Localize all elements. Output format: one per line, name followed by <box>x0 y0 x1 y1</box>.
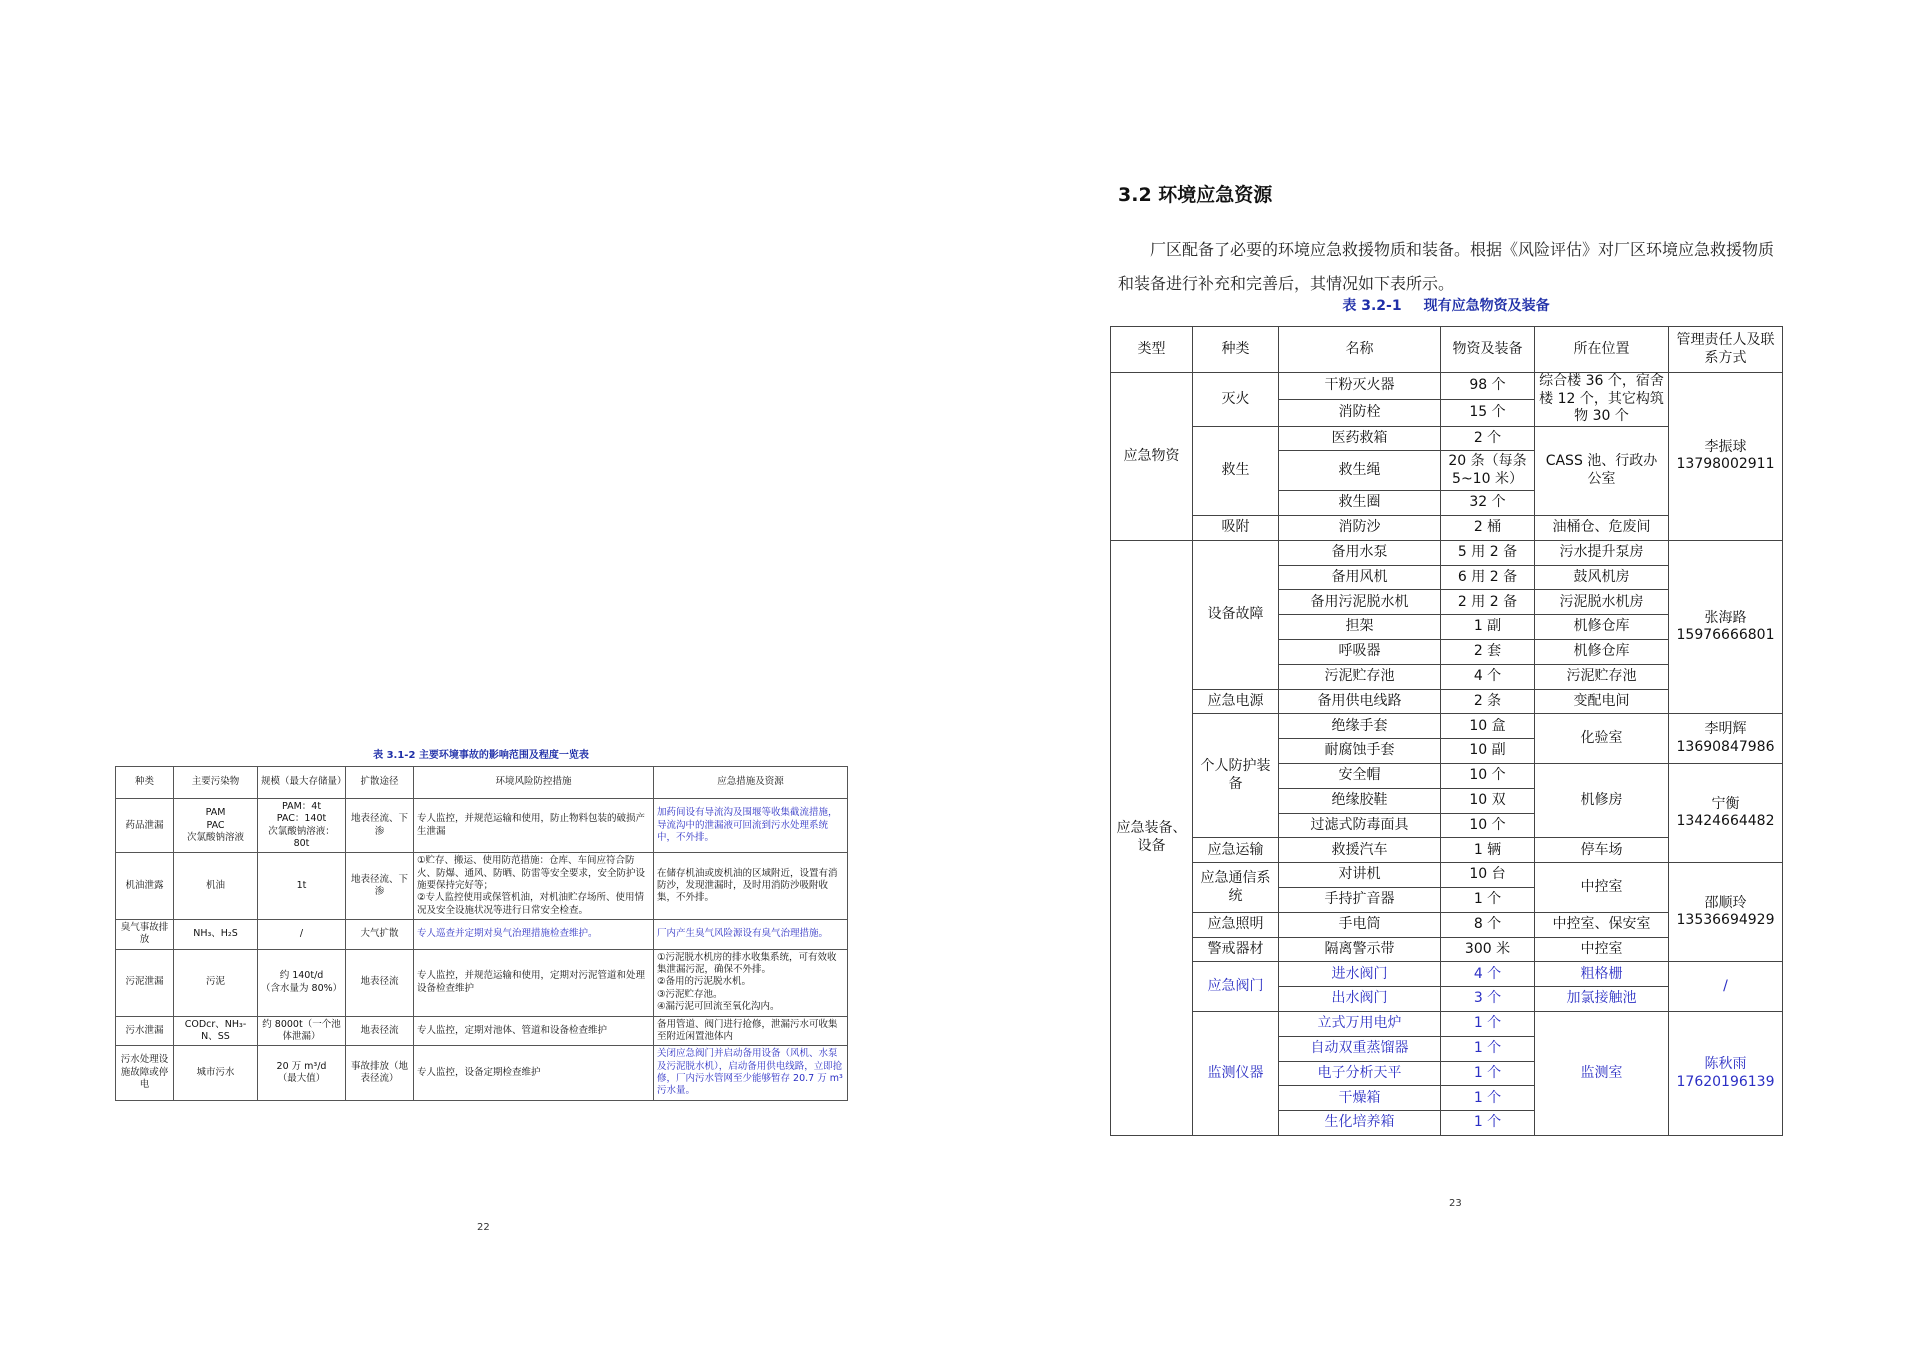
scale: 1t <box>258 853 346 920</box>
pollutant: NH₃、H₂S <box>174 920 258 950</box>
prevention-measure: 专人监控，设备定期检查维护 <box>414 1046 654 1100</box>
location-cell: 机修房 <box>1535 764 1669 838</box>
location-cell: 中控室、保安室 <box>1535 912 1669 937</box>
location-cell: 污水提升泵房 <box>1535 540 1669 565</box>
manager-phone: 15976666801 <box>1676 627 1775 644</box>
location-cell: 变配电间 <box>1535 689 1669 714</box>
table-header-row <box>116 767 848 799</box>
page-number-right: 23 <box>1449 1198 1462 1209</box>
item-qty: 15 个 <box>1441 399 1535 426</box>
kind-cell: 应急阀门 <box>1193 962 1279 1012</box>
pollutant: 城市污水 <box>174 1046 258 1100</box>
item-qty: 10 台 <box>1441 863 1535 888</box>
table-row <box>116 920 848 950</box>
item-qty: 5 用 2 备 <box>1441 540 1535 565</box>
item-name: 担架 <box>1279 615 1441 640</box>
incident-type: 机油泄露 <box>116 853 174 920</box>
diffusion-path: 地表径流、下渗 <box>346 853 414 920</box>
item-qty: 1 副 <box>1441 615 1535 640</box>
pollutant: 机油 <box>174 853 258 920</box>
kind-cell: 设备故障 <box>1193 540 1279 689</box>
item-name: 隔离警示带 <box>1279 937 1441 962</box>
emergency-response: 加药间设有导流沟及围堰等收集截流措施，导流沟中的泄漏液可回流到污水处理系统中，不外排。 <box>654 799 848 853</box>
location-cell: 污泥贮存池 <box>1535 664 1669 689</box>
environmental-incident-table <box>115 766 848 1101</box>
manager-name: 宁衡 <box>1711 795 1740 812</box>
kind-cell: 应急运输 <box>1193 838 1279 863</box>
scale: 20 万 m³/d （最大值） <box>258 1046 346 1100</box>
location-cell: 机修仓库 <box>1535 615 1669 640</box>
header-cell: 种类 <box>1193 327 1279 373</box>
item-qty: 10 副 <box>1441 739 1535 764</box>
item-qty: 8 个 <box>1441 912 1535 937</box>
item-qty: 10 双 <box>1441 788 1535 813</box>
header-cell: 类型 <box>1111 327 1193 373</box>
header-cell: 名称 <box>1279 327 1441 373</box>
item-qty: 2 个 <box>1441 426 1535 451</box>
table-row <box>116 799 848 853</box>
item-name: 医药救箱 <box>1279 426 1441 451</box>
item-name: 电子分析天平 <box>1279 1061 1441 1086</box>
item-qty: 10 个 <box>1441 813 1535 838</box>
item-qty: 3 个 <box>1441 987 1535 1012</box>
item-qty: 1 个 <box>1441 888 1535 913</box>
manager-name: 张海路 <box>1704 609 1747 626</box>
manager-cell <box>1669 863 1783 962</box>
location-cell: 综合楼 36 个，宿舍楼 12 个，其它构筑物 30 个 <box>1535 373 1669 427</box>
item-name: 生化培养箱 <box>1279 1111 1441 1136</box>
emergency-resources-table <box>1110 326 1783 1136</box>
item-qty: 1 个 <box>1441 1036 1535 1061</box>
manager-phone: 13424664482 <box>1676 813 1775 830</box>
emergency-response: ①污泥脱水机房的排水收集系统，可有效收集泄漏污泥，确保不外排。 ②备用的污泥脱水机。 ③污泥贮存池。 ④漏污泥可回流至氧化沟内。 <box>654 949 848 1016</box>
prevention-measure: ①贮存、搬运、使用防范措施：仓库、车间应符合防火、防爆、通风、防晒、防雷等安全要求，安全防护设施要保持完好等； ②专人监控使用或保管机油，对机油贮存场所、使用情况及安全设施状况等进行日常安全检查。 <box>414 853 654 920</box>
emergency-response: 备用管道、阀门进行抢修，泄漏污水可收集至附近闲置池体内 <box>654 1016 848 1046</box>
item-name: 自动双重蒸馏器 <box>1279 1036 1441 1061</box>
incident-type: 污水处理设施故障或停电 <box>116 1046 174 1100</box>
manager-phone: 17620196139 <box>1676 1073 1775 1090</box>
kind-cell: 灭火 <box>1193 373 1279 427</box>
item-name: 干粉灭火器 <box>1279 373 1441 400</box>
location-cell: 停车场 <box>1535 838 1669 863</box>
table-row <box>116 1016 848 1046</box>
incident-type: 污水泄漏 <box>116 1016 174 1046</box>
header-cell: 管理责任人及联系方式 <box>1669 327 1783 373</box>
item-qty: 2 用 2 备 <box>1441 590 1535 615</box>
pollutant: PAM PAC 次氯酸钠溶液 <box>174 799 258 853</box>
kind-cell: 个人防护装备 <box>1193 714 1279 838</box>
location-cell: 油桶仓、危废间 <box>1535 516 1669 541</box>
item-name: 备用风机 <box>1279 565 1441 590</box>
manager-cell: / <box>1669 962 1783 1012</box>
category-cell: 应急物资 <box>1111 373 1193 541</box>
scale: 约 140t/d （含水量为 80%） <box>258 949 346 1016</box>
diffusion-path: 大气扩散 <box>346 920 414 950</box>
prevention-measure: 专人监控，并规范运输和使用，定期对污泥管道和处理设备检查维护 <box>414 949 654 1016</box>
incident-type: 臭气事故排放 <box>116 920 174 950</box>
emergency-response: 在储存机油或废机油的区域附近，设置有消防沙，发现泄漏时，及时用消防沙吸附收集，不外排。 <box>654 853 848 920</box>
item-qty: 6 用 2 备 <box>1441 565 1535 590</box>
prevention-measure: 专人监控，定期对池体、管道和设备检查维护 <box>414 1016 654 1046</box>
item-qty: 1 辆 <box>1441 838 1535 863</box>
item-qty: 2 套 <box>1441 640 1535 665</box>
header-cell: 主要污染物 <box>174 767 258 799</box>
incident-type: 药品泄漏 <box>116 799 174 853</box>
manager-name: 李明辉 <box>1704 721 1747 738</box>
scale: PAM：4t PAC：140t 次氯酸钠溶液：80t <box>258 799 346 853</box>
item-qty: 4 个 <box>1441 962 1535 987</box>
location-cell: 粗格栅 <box>1535 962 1669 987</box>
category-cell: 应急装备、设备 <box>1111 540 1193 1135</box>
diffusion-path: 地表径流 <box>346 949 414 1016</box>
emergency-response: 关闭应急阀门并启动备用设备（风机、水泵及污泥脱水机），启动备用供电线路，立即抢修，厂内污水管网至少能够暂存 20.7 万 m³污水量。 <box>654 1046 848 1100</box>
item-qty: 1 个 <box>1441 1086 1535 1111</box>
table-row <box>116 853 848 920</box>
manager-cell <box>1669 373 1783 541</box>
manager-name: 李振球 <box>1704 438 1747 455</box>
item-qty: 4 个 <box>1441 664 1535 689</box>
manager-cell <box>1669 764 1783 863</box>
kind-cell: 警戒器材 <box>1193 937 1279 962</box>
manager-phone: 13536694929 <box>1676 912 1775 929</box>
scale: 约 8000t（一个池体泄漏） <box>258 1016 346 1046</box>
header-cell: 规模（最大存储量） <box>258 767 346 799</box>
table-header-row <box>1111 327 1783 373</box>
kind-cell: 救生 <box>1193 426 1279 516</box>
header-cell: 扩散途径 <box>346 767 414 799</box>
location-cell: 中控室 <box>1535 863 1669 913</box>
item-name: 手持扩音器 <box>1279 888 1441 913</box>
item-name: 进水阀门 <box>1279 962 1441 987</box>
item-qty: 32 个 <box>1441 491 1535 516</box>
item-name: 绝缘手套 <box>1279 714 1441 739</box>
item-name: 出水阀门 <box>1279 987 1441 1012</box>
item-name: 备用供电线路 <box>1279 689 1441 714</box>
section-title: 3.2 环境应急资源 <box>1118 184 1273 206</box>
item-qty: 1 个 <box>1441 1111 1535 1136</box>
location-cell: 污泥脱水机房 <box>1535 590 1669 615</box>
item-qty: 10 盒 <box>1441 714 1535 739</box>
item-name: 手电筒 <box>1279 912 1441 937</box>
pollutant: CODcr、NH₃-N、SS <box>174 1016 258 1046</box>
item-name: 救生绳 <box>1279 451 1441 491</box>
item-name: 消防栓 <box>1279 399 1441 426</box>
emergency-response: 厂内产生臭气风险源设有臭气治理措施。 <box>654 920 848 950</box>
scale: / <box>258 920 346 950</box>
header-cell: 应急措施及资源 <box>654 767 848 799</box>
table-row <box>1111 714 1783 739</box>
manager-cell <box>1669 1012 1783 1136</box>
table-row <box>1111 1012 1783 1037</box>
item-name: 消防沙 <box>1279 516 1441 541</box>
diffusion-path: 地表径流 <box>346 1016 414 1046</box>
kind-cell: 应急照明 <box>1193 912 1279 937</box>
kind-cell: 监测仪器 <box>1193 1012 1279 1136</box>
item-name: 备用污泥脱水机 <box>1279 590 1441 615</box>
manager-phone: 13798002911 <box>1676 456 1775 473</box>
manager-cell <box>1669 540 1783 714</box>
table-row <box>1111 373 1783 400</box>
prevention-measure: 专人巡查并定期对臭气治理措施检查维护。 <box>414 920 654 950</box>
caption-text: 现有应急物资及装备 <box>1423 298 1550 314</box>
page-number-left: 22 <box>477 1222 490 1233</box>
location-cell: CASS 池、行政办公室 <box>1535 426 1669 516</box>
item-qty: 20 条（每条 5~10 米） <box>1441 451 1535 491</box>
item-name: 过滤式防毒面具 <box>1279 813 1441 838</box>
item-qty: 10 个 <box>1441 764 1535 789</box>
diffusion-path: 地表径流、下渗 <box>346 799 414 853</box>
prevention-measure: 专人监控，并规范运输和使用，防止物料包装的破损产生泄漏 <box>414 799 654 853</box>
table-row <box>1111 540 1783 565</box>
manager-name: 陈秋雨 <box>1704 1056 1747 1073</box>
item-name: 救生圈 <box>1279 491 1441 516</box>
intro-paragraph: 厂区配备了必要的环境应急救援物质和装备。根据《风险评估》对厂区环境应急救援物质和装备进行补充和完善后，其情况如下表所示。 <box>1118 240 1775 293</box>
item-qty: 98 个 <box>1441 373 1535 400</box>
right-table-caption <box>1110 295 1782 315</box>
location-cell: 中控室 <box>1535 937 1669 962</box>
item-name: 绝缘胶鞋 <box>1279 788 1441 813</box>
table-row <box>1111 863 1783 888</box>
item-qty: 1 个 <box>1441 1012 1535 1037</box>
header-cell: 环境风险防控措施 <box>414 767 654 799</box>
kind-cell: 吸附 <box>1193 516 1279 541</box>
manager-phone: 13690847986 <box>1676 738 1775 755</box>
item-name: 耐腐蚀手套 <box>1279 739 1441 764</box>
location-cell: 化验室 <box>1535 714 1669 764</box>
manager-name: 邵顺玲 <box>1704 894 1747 911</box>
item-name: 干燥箱 <box>1279 1086 1441 1111</box>
kind-cell: 应急电源 <box>1193 689 1279 714</box>
header-cell: 物资及装备 <box>1441 327 1535 373</box>
item-name: 对讲机 <box>1279 863 1441 888</box>
item-name: 救援汽车 <box>1279 838 1441 863</box>
item-name: 备用水泵 <box>1279 540 1441 565</box>
item-name: 立式万用电炉 <box>1279 1012 1441 1037</box>
header-cell: 所在位置 <box>1535 327 1669 373</box>
location-cell: 加氯接触池 <box>1535 987 1669 1012</box>
pollutant: 污泥 <box>174 949 258 1016</box>
item-qty: 2 条 <box>1441 689 1535 714</box>
kind-cell: 应急通信系统 <box>1193 863 1279 913</box>
location-cell: 鼓风机房 <box>1535 565 1669 590</box>
location-cell: 监测室 <box>1535 1012 1669 1136</box>
incident-type: 污泥泄漏 <box>116 949 174 1016</box>
caption-number: 表 3.2-1 <box>1342 298 1402 314</box>
item-name: 呼吸器 <box>1279 640 1441 665</box>
item-qty: 1 个 <box>1441 1061 1535 1086</box>
location-cell: 机修仓库 <box>1535 640 1669 665</box>
manager-cell <box>1669 714 1783 764</box>
item-name: 安全帽 <box>1279 764 1441 789</box>
table-row <box>116 949 848 1016</box>
table-row <box>1111 962 1783 987</box>
diffusion-path: 事故排放（地表径流） <box>346 1046 414 1100</box>
item-name: 污泥贮存池 <box>1279 664 1441 689</box>
header-cell: 种类 <box>116 767 174 799</box>
item-qty: 2 桶 <box>1441 516 1535 541</box>
left-table-caption: 表 3.1-2 主要环境事故的影响范围及程度一览表 <box>373 750 589 761</box>
table-row <box>116 1046 848 1100</box>
item-qty: 300 米 <box>1441 937 1535 962</box>
